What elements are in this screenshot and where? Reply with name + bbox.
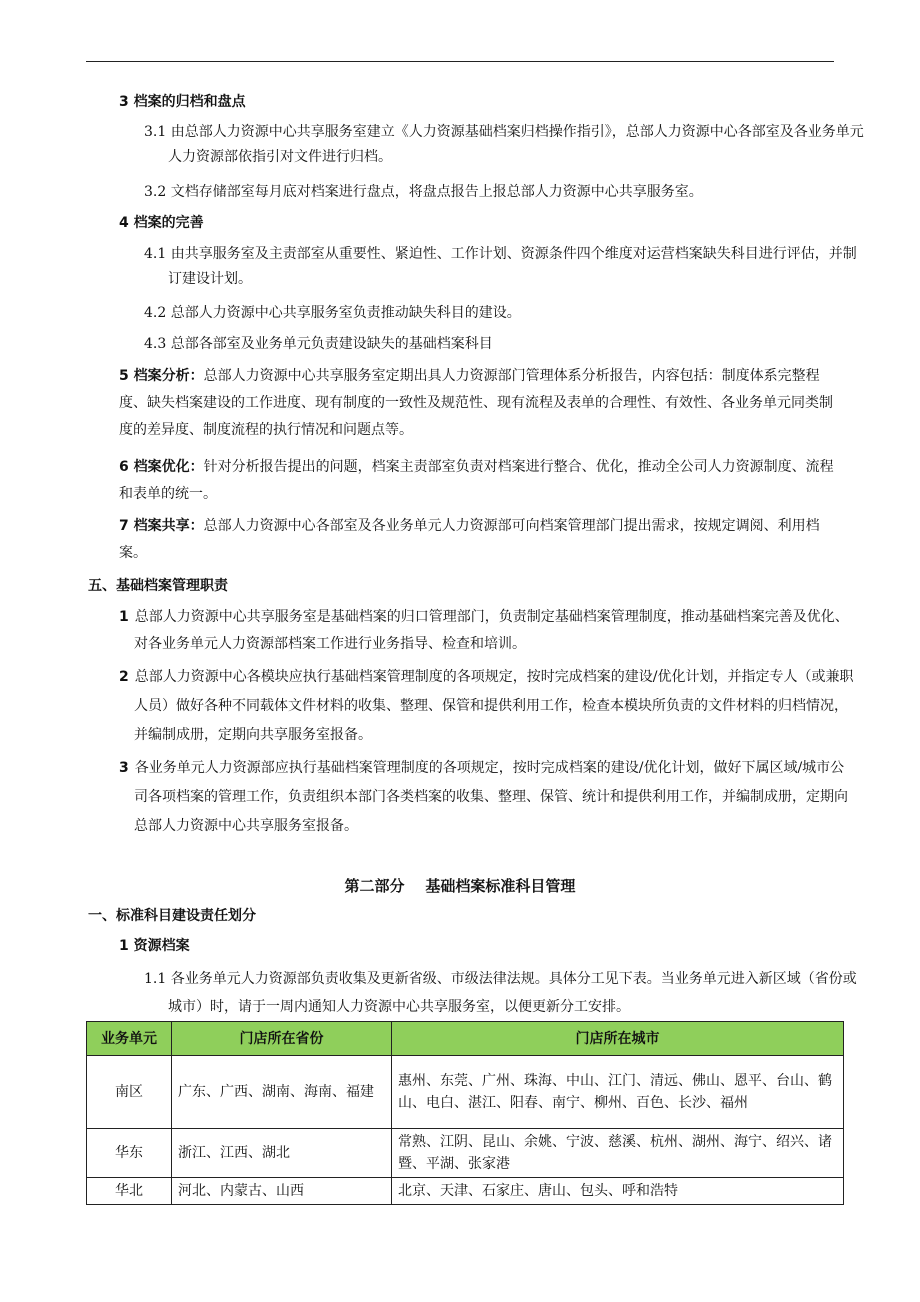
table-header-row: [87, 1022, 844, 1056]
part-5-item-3-num: 3: [119, 760, 129, 776]
resource-archive-heading: 1 资源档案: [119, 938, 190, 954]
part-5-item-2-text: 总部人力资源中心各模块应执行基础档案管理制度的各项规定，按时完成档案的建设/优化计划，并指定专人（或兼职人员）做好各种不同载体文件材料的收集、整理、保管和提供利用工作，检查本模块所负责的文件材料的归档情况，并编制成册，定期向共享服务室报备。: [134, 669, 854, 743]
part-5-item-1-text: 总部人力资源中心共享服务室是基础档案的归口管理部门，负责制定基础档案管理制度，推动基础档案完善及优化、对各业务单元人力资源部档案工作进行业务指导、检查和培训。: [134, 609, 849, 652]
table-row: [87, 1056, 844, 1129]
section-5-text: 总部人力资源中心共享服务室定期出具人力资源部门管理体系分析报告，内容包括：制度体系完整程度、缺失档案建设的工作进度、现有制度的一致性及规范性、现有流程及表单的合理性、有效性、各业务单元同类制度的差异度、制度流程的执行情况和问题点等。: [119, 368, 833, 438]
table-row: [87, 1178, 844, 1205]
table-cell-cities: 惠州、东莞、广州、珠海、中山、江门、清远、佛山、恩平、台山、鹤山、电白、湛江、阳春、南宁、柳州、百色、长沙、福州: [392, 1056, 844, 1129]
table-cell-provinces: 浙江、江西、湖北: [172, 1129, 392, 1178]
part-5-item-1: [119, 604, 854, 658]
table-cell-unit: 华东: [87, 1129, 172, 1178]
table-cell-cities: 北京、天津、石家庄、唐山、包头、呼和浩特: [392, 1178, 844, 1205]
section-4-2-paragraph: 4.2 总部人力资源中心共享服务室负责推动缺失科目的建设。: [144, 305, 521, 321]
section-7-paragraph: [119, 513, 839, 567]
part-2-title: 第二部分 基础档案标准科目管理: [344, 877, 576, 895]
table-cell-unit: 南区: [87, 1056, 172, 1129]
section-7-label: 7 档案共享：: [119, 518, 204, 534]
part-5-heading: 五、基础档案管理职责: [88, 578, 228, 594]
section-4-1-paragraph: 4.1 由共享服务室及主责部室从重要性、紧迫性、工作计划、资源条件四个维度对运营档案缺失科目进行评估，并制订建设计划。: [144, 246, 857, 287]
part-5-item-3-text: 各业务单元人力资源部应执行基础档案管理制度的各项规定，按时完成档案的建设/优化计划，做好下属区域/城市公司各项档案的管理工作，负责组织本部门各类档案的收集、整理、保管、统计和提供利用工作，并编制成册，定期向总部人力资源中心共享服务室报备。: [134, 760, 848, 834]
responsibility-table: [86, 1021, 844, 1205]
part-5-item-2-num: 2: [119, 669, 129, 685]
header-business-unit: 业务单元: [87, 1022, 172, 1056]
part-5-item-3: [119, 754, 854, 841]
section-3-2-paragraph: 3.2 文档存储部室每月底对档案进行盘点，将盘点报告上报总部人力资源中心共享服务室。: [144, 184, 703, 200]
section-4-3-paragraph: 4.3 总部各部室及业务单元负责建设缺失的基础档案科目: [144, 336, 493, 352]
section-4-heading: 4 档案的完善: [119, 215, 204, 231]
header-province: 门店所在省份: [172, 1022, 392, 1056]
section-6-text: 针对分析报告提出的问题，档案主责部室负责对档案进行整合、优化，推动全公司人力资源制度、流程和表单的统一。: [119, 459, 834, 502]
section-6-label: 6 档案优化：: [119, 459, 204, 475]
section-1-1-paragraph: 1.1 各业务单元人力资源部负责收集及更新省级、市级法律法规。具体分工见下表。当业务单元进入新区域（省份或城市）时，请于一周内通知人力资源中心共享服务室，以便更新分工安排。: [144, 971, 857, 1015]
table-cell-unit: 华北: [87, 1178, 172, 1205]
section-5-paragraph: [119, 363, 839, 444]
part-5-item-1-num: 1: [119, 609, 129, 625]
section-5-label: 5 档案分析：: [119, 368, 204, 384]
part-2-sub-heading: 一、标准科目建设责任划分: [88, 908, 256, 924]
table-cell-cities: 常熟、江阴、昆山、余姚、宁波、慈溪、杭州、湖州、海宁、绍兴、诸暨、平湖、张家港: [392, 1129, 844, 1178]
section-6-paragraph: [119, 454, 839, 508]
table-cell-provinces: 河北、内蒙古、山西: [172, 1178, 392, 1205]
section-3-1-paragraph: 3.1 由总部人力资源中心共享服务室建立《人力资源基础档案归档操作指引》，总部人力资源中心各部室及各业务单元人力资源部依指引对文件进行归档。: [144, 124, 864, 165]
section-7-text: 总部人力资源中心各部室及各业务单元人力资源部可向档案管理部门提出需求，按规定调阅、利用档案。: [119, 518, 820, 561]
table-cell-provinces: 广东、广西、湖南、海南、福建: [172, 1056, 392, 1129]
header-city: 门店所在城市: [392, 1022, 844, 1056]
table-row: [87, 1129, 844, 1178]
section-3-heading: 3 档案的归档和盘点: [119, 94, 246, 110]
header-rule: [86, 61, 834, 62]
part-5-item-2: [119, 663, 854, 750]
